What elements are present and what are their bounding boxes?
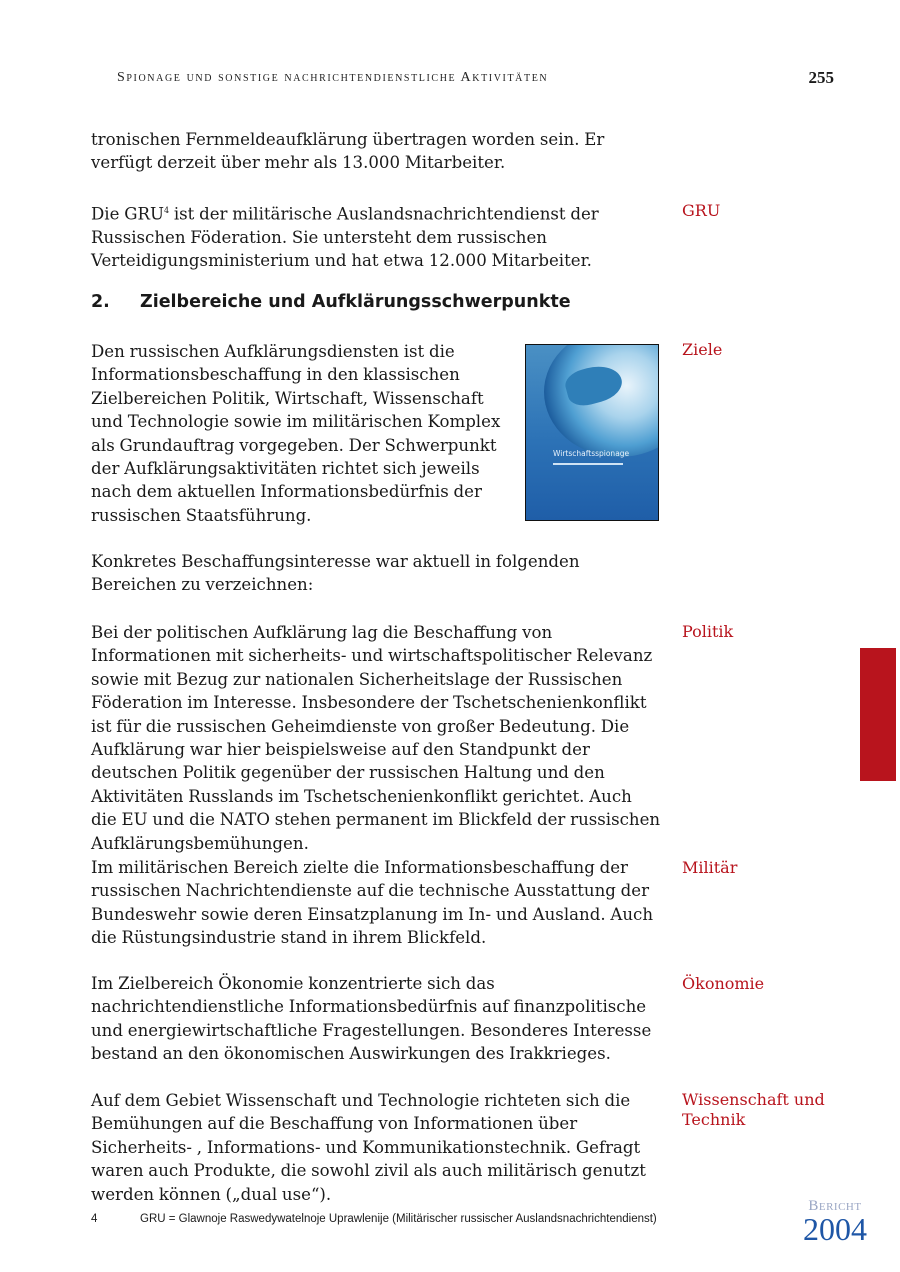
footnote-ref[interactable]: 4 bbox=[163, 206, 170, 215]
logo-word: Bericht bbox=[808, 1198, 862, 1214]
footnote-number: 4 bbox=[91, 1213, 98, 1225]
brochure-cover-image bbox=[525, 344, 659, 521]
paragraph-wissenschaft: Auf dem Gebiet Wissenschaft und Technologie richteten sich die Bemühungen auf die Beschaffung von Informationen über Sicherheits- , Informations- und Kommunikationstechnik. Gefragt waren auch Produkte, die sowohl zivil als auch militärisch genutzt werden können („dual use“). bbox=[91, 1091, 646, 1204]
paragraph-militaer: Im militärischen Bereich zielte die Informationsbeschaffung der russischen Nachrichtendienste auf die technische Ausstattung der Bundeswehr sowie deren Einsatzplanung im In- und Ausland. Auch die Rüstungsindustrie stand in ihrem Blickfeld. bbox=[91, 858, 654, 948]
page-number: 255 bbox=[808, 68, 834, 87]
section-number: 2. bbox=[91, 292, 110, 312]
paragraph-intro: tronischen Fernmeldeaufklärung übertragen worden sein. Er verfügt derzeit über mehr als 13.000 Mitarbeiter. bbox=[91, 130, 605, 173]
margin-note-militaer: Militär bbox=[682, 858, 738, 877]
paragraph-gru-lead: Die GRU bbox=[91, 204, 164, 224]
bericht-2004-logo bbox=[795, 1198, 875, 1247]
margin-note-oekonomie: Ökonomie bbox=[682, 974, 765, 993]
footnote-text: GRU = Glawnoje Raswedywatelnoje Uprawlenije (Militärischer russischer Auslandsnachrichtendienst) bbox=[140, 1213, 657, 1225]
paragraph-bereiche: Konkretes Beschaffungsinteresse war aktuell in folgenden Bereichen zu verzeichnen: bbox=[91, 552, 580, 595]
margin-note-ziele: Ziele bbox=[682, 340, 723, 359]
margin-note-gru: GRU bbox=[682, 201, 721, 220]
logo-year: 2004 bbox=[803, 1211, 867, 1247]
paragraph-gru-rest: ist der militärische Auslandsnachrichtendienst der Russischen Föderation. Sie untersteht dem russischen Verteidigungsministerium und hat etwa 12.000 Mitarbeiter. bbox=[91, 204, 599, 271]
paragraph-oekonomie: Im Zielbereich Ökonomie konzentrierte sich das nachrichtendienstliche Informationsbedürfnis auf finanzpolitische und energiewirtschaftliche Fragestellungen. Besonderes Interesse bestand an den ökonomischen Auswirkungen des Irakkrieges. bbox=[91, 974, 652, 1064]
chapter-tab-marker bbox=[860, 648, 896, 781]
section-heading bbox=[91, 292, 571, 312]
paragraph-politik: Bei der politischen Aufklärung lag die Beschaffung von Informationen mit sicherheits- und wirtschaftspolitischer Relevanz sowie mit Bezug zur nationalen Sicherheitslage der Russischen Föderation im Interesse. Insbesondere der Tschetschenienkonflikt ist für die russischen Geheimdienste von großer Bedeutung. Die Aufklärung war hier beispielsweise auf den Standpunkt der deutschen Politik gegenüber der russischen Haltung und den Aktivitäten Russlands im Tschetschenienkonflikt gerichtet. Auch die EU und die NATO stehen permanent im Blickfeld der russischen Aufklärungsbemühungen. bbox=[91, 623, 661, 853]
running-title: Spionage und sonstige nachrichtendienstliche Aktivitäten bbox=[117, 70, 549, 85]
cover-subtitle-line bbox=[553, 463, 623, 465]
cover-title: Wirtschaftsspionage bbox=[553, 449, 630, 458]
margin-note-politik: Politik bbox=[682, 622, 734, 641]
margin-note-wissenschaft: Wissenschaft und Technik bbox=[682, 1090, 825, 1129]
section-title: Zielbereiche und Aufklärungsschwerpunkte bbox=[140, 292, 571, 312]
paragraph-ziele: Den russischen Aufklärungsdiensten ist die Informationsbeschaffung in den klassischen Zielbereichen Politik, Wirtschaft, Wissenschaft und Technologie sowie im militärischen Komplex als Grundauftrag vorgegeben. Der Schwerpunkt der Aufklärungsaktivitäten richtet sich jeweils nach dem aktuellen Informationsbedürfnis der russischen Staatsführung. bbox=[91, 342, 501, 525]
paragraph-gru bbox=[91, 199, 661, 273]
